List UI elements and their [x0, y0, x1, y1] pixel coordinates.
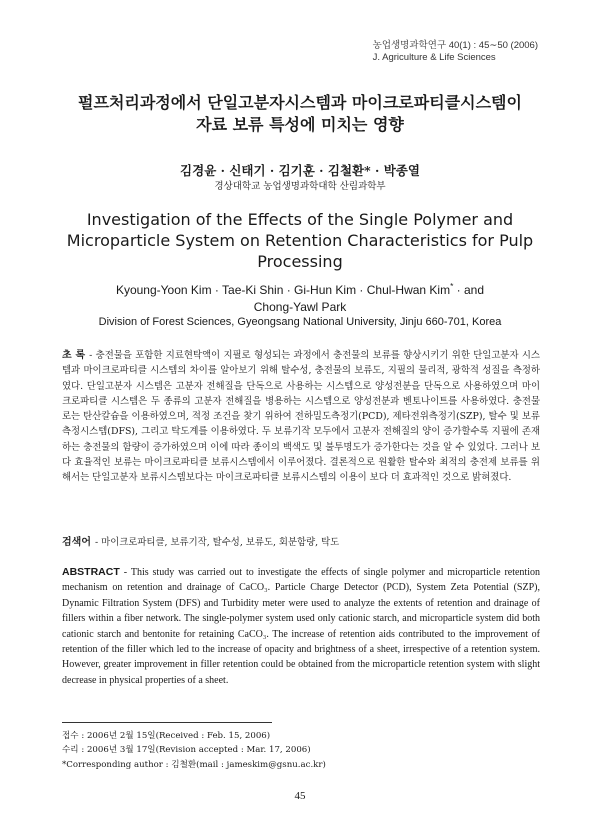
authors-english-line2: Chong-Yawl Park — [253, 300, 347, 314]
authors-english-line1-end: · and — [453, 283, 485, 297]
journal-header — [373, 40, 538, 64]
received-date: 접수 : 2006년 2월 15일(Received : Feb. 15, 2006) — [62, 731, 271, 741]
keywords-korean — [62, 536, 540, 550]
footnotes — [62, 729, 540, 772]
authors-english-line1: Kyoung-Yoon Kim · Tae-Ki Shin · Gi-Hun Kim · Chul-Hwan Kim — [115, 283, 451, 297]
journal-citation-ko: 농업생명과학연구 40(1) : 45∼50 (2006) — [372, 40, 538, 51]
authors-korean: 김경윤 · 신태기 · 김기훈 · 김철환* · 박종열 — [180, 163, 420, 178]
affiliation-korean: 경상대학교 농업생명과학대학 산림과학부 — [214, 181, 386, 192]
journal-name-en: J. Agriculture & Life Sciences — [372, 52, 496, 63]
abstract-korean-label: 초 록 — [62, 350, 86, 361]
abstract-korean — [62, 348, 540, 486]
footnote-divider — [62, 722, 272, 723]
corresponding-author: *Corresponding author : 김철환(mail : jameskim@gsnu.ac.kr) — [62, 759, 326, 770]
abstract-english — [62, 565, 540, 688]
keywords-korean-text: - 마이크로파티클, 보류기작, 탈수성, 보류도, 회분함량, 탁도 — [94, 537, 340, 548]
abstract-english-label: ABSTRACT — [62, 566, 120, 578]
title-english: Investigation of the Effects of the Single Polymer and Microparticle System on Retention Characteristics for Pulp Processing — [66, 210, 534, 271]
title-korean-line1: 펄프처리과정에서 단일고분자시스템과 마이크로파티클시스템이 — [78, 93, 522, 112]
page-number: 45 — [294, 790, 306, 802]
abstract-korean-text: - 충전물을 포함한 지료현탁액이 지필로 형성되는 과정에서 충전물의 보류를 향상시키기 위한 단일고분자 시스템과 마이크로파티클 시스템의 차이를 알아보기 위해 탈수성, 충전물의 보류도, 지필의 물리적, 광학적 성질을 측정하였다. 단일고분자 시스템은 고분자 전해질을 단독으로 사용하는 시스템으로 양성전분을 단독으로 사용하였으며 마이크로파티클 시스템은 두 종류의 고분자 전해질을 병용하는 시스템으로 양성전분과 벤토나이트를 사용하였다. 충전물로는 탄산칼슘을 이용하였으며, 적정 조건을 찾기 위하여 전하밀도측정기(PCD), 제타전위측정기(SZP), 탈수 및 보류측정시스템(DFS), 그리고 탁도계를 이용하였다. 두 보류기작 모두에서 고분자 전해질의 양이 증가할수록 지필에 존재하는 충전물의 함량이 증가하였으며 이에 따라 종이의 백색도 및 불투명도가 증가한다는 것을 알 수 있었다. 그러나 보다 효율적인 보류는 마이크로파티클 보류시스템에서 이루어졌다. 결론적으로 원활한 탈수와 최적의 충전제 보류를 위해서는 단일고분자 보류시스템보다는 마이크로파티클 보류시스템의 이용이 보다 더 효과적인 것으로 밝혀졌다. — [62, 350, 540, 484]
revision-date: 수리 : 2006년 3월 17일(Revision accepted : Mar. 17, 2006) — [62, 745, 311, 756]
title-korean — [0, 92, 600, 136]
abstract-english-text: - This study was carried out to investigate the effects of single polymer and microparticle retention mechanism on retention and drainage of CaCO₃. Particle Charge Detector (PCD), System Zeta Potential (SZP), Dynamic Filtration System (DFS) and Turbidity meter were used to analyze the extents of retention and drainage of fillers within a fiber network. The single-polymer system used only cationic starch, and microparticle system did both cationic starch and bentonite for retaining CaCO₃. The increase of retention aids contributed to the improvement of retention of the filler which led to the increase of opacity and brightness of a sheet, irrespective of a retention system. However, greater improvement in filler retention could be obtained from the microparticle retention system with slight decrease in physical properties of a sheet. — [62, 567, 540, 686]
affiliation-english: Division of Forest Sciences, Gyeongsang National University, Jinju 660-701, Korea — [98, 316, 502, 328]
keywords-korean-label: 검색어 — [62, 537, 91, 548]
authors-english — [60, 282, 540, 316]
corresponding-star: * — [450, 281, 454, 291]
title-korean-line2: 자료 보류 특성에 미치는 영향 — [196, 115, 404, 134]
